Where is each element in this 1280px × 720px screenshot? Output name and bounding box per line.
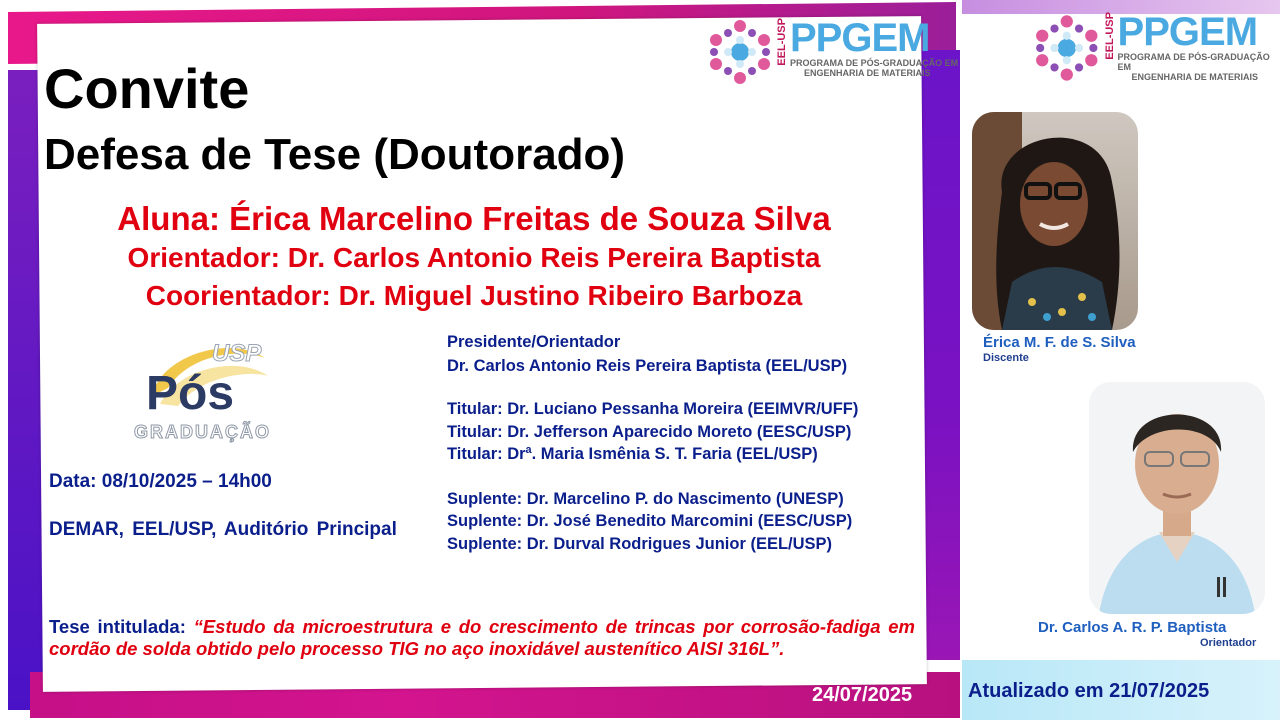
event-location: DEMAR, EEL/USP, Auditório Principal <box>49 519 397 540</box>
updated-label: Atualizado em 21/07/2025 <box>968 680 1210 702</box>
ppgem-logo-side <box>1032 12 1280 84</box>
coadvisor-line: Coorientador: Dr. Miguel Justino Ribeiro Barboza <box>145 280 803 311</box>
student-line: Aluna: Érica Marcelino Freitas de Souza Silva <box>117 200 831 237</box>
pos-usp-label: USP <box>212 340 262 367</box>
banca-item: Suplente: Dr. Durval Rodrigues Junior (EEL/USP) <box>447 535 833 553</box>
student-portrait-icon <box>972 112 1138 330</box>
advisor-line: Orientador: Dr. Carlos Antonio Reis Pereira Baptista <box>127 242 821 273</box>
pos-word: Pós <box>146 367 235 420</box>
advisor-caption-name: Dr. Carlos A. R. P. Baptista <box>1038 619 1227 636</box>
advisor-caption-role: Orientador <box>1200 637 1257 649</box>
ppgem-sub-1: PROGRAMA DE PÓS-GRADUAÇÃO EM <box>790 58 959 68</box>
ppgem-molecule-icon <box>1032 12 1102 84</box>
banca-item: Dr. Carlos Antonio Reis Pereira Baptista (EEL/USP) <box>447 357 848 375</box>
banca-item: Presidente/Orientador <box>447 333 621 351</box>
student-caption-role: Discente <box>983 352 1029 364</box>
page-title: Convite <box>44 57 250 120</box>
footer-date: 24/07/2025 <box>812 684 913 706</box>
thesis-label: Tese intitulada: <box>49 616 186 637</box>
page-subtitle: Defesa de Tese (Doutorado) <box>44 130 626 179</box>
thesis-title: “Estudo da microestrutura e do crescimento de trincas por corrosão-fadiga em cordão de solda obtido pelo processo TIG no aço inoxidável austenítico AISI 316L”. <box>49 616 915 659</box>
banca-item: Suplente: Dr. Marcelino P. do Nascimento (UNESP) <box>447 490 844 508</box>
event-date: Data: 08/10/2025 – 14h00 <box>49 471 272 492</box>
ppgem-sub-2: ENGENHARIA DE MATERIAIS <box>1131 72 1259 82</box>
ppgem-eel-label: EEL-USP <box>776 18 788 66</box>
pos-graduacao-word: GRADUAÇÃO <box>134 422 271 442</box>
ppgem-brand: PPGEM <box>1117 10 1258 54</box>
usp-pos-logo <box>130 336 290 451</box>
advisor-portrait-icon <box>1089 382 1265 614</box>
banca-item: Suplente: Dr. José Benedito Marcomini (EESC/USP) <box>447 512 853 530</box>
decor-right-band <box>920 50 960 660</box>
thesis-block <box>49 616 915 659</box>
student-caption-name: Érica M. F. de S. Silva <box>983 334 1136 351</box>
ppgem-eel-label: EEL-USP <box>1103 12 1116 60</box>
banca-item: Titular: Dr. Luciano Pessanha Moreira (EEIMVR/UFF) <box>447 400 859 418</box>
advisor-photo <box>1089 382 1265 614</box>
ppgem-logo <box>706 18 958 86</box>
student-photo <box>972 112 1138 330</box>
ppgem-sub-2: ENGENHARIA DE MATERIAIS <box>804 68 931 78</box>
banca-item: Titular: Dr. Jefferson Aparecido Moreto (EESC/USP) <box>447 423 852 441</box>
ppgem-brand: PPGEM <box>790 16 930 60</box>
banca-item: Titular: Drª. Maria Ismênia S. T. Faria (EEL/USP) <box>447 445 818 463</box>
ppgem-sub-1: PROGRAMA DE PÓS-GRADUAÇÃO EM <box>1117 52 1270 72</box>
ppgem-molecule-icon <box>706 18 774 86</box>
